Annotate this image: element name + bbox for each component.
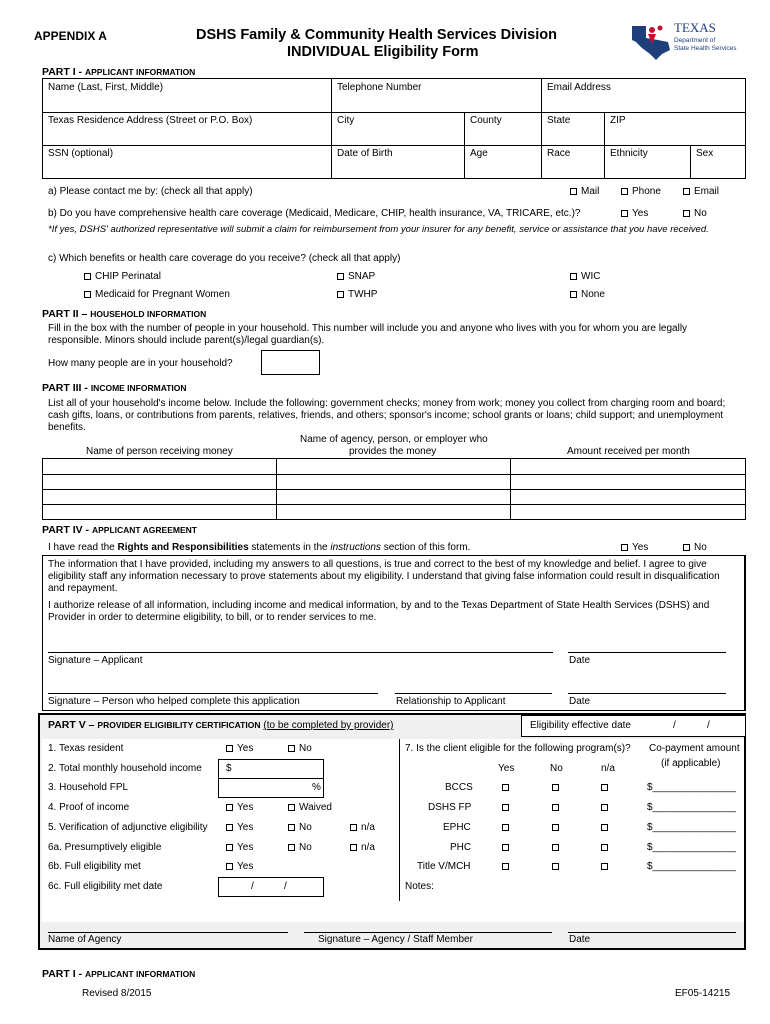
q5-na-checkbox[interactable]: n/a (350, 822, 375, 834)
dshsfp-copay-field[interactable]: $_______________ (647, 802, 736, 813)
contact-mail-checkbox[interactable]: Mail (570, 186, 599, 198)
agency-date-label: Date (569, 934, 591, 945)
q1-no-checkbox[interactable]: No (288, 743, 312, 755)
phc-yes-checkbox[interactable] (502, 842, 513, 854)
q7-na-header: n/a (601, 763, 615, 774)
q7-label: 7. Is the client eligible for the following program(s)? (405, 743, 631, 754)
benefit-medicaid-checkbox[interactable]: Medicaid for Pregnant Women (84, 289, 230, 301)
income-col-agency-line1: Name of agency, person, or employer who (300, 434, 488, 445)
county-field[interactable]: County (470, 115, 502, 126)
q6b-label: 6b. Full eligibility met (48, 861, 141, 872)
agency-signature-label: Signature – Agency / Staff Member (318, 934, 473, 945)
appendix-label: APPENDIX A (34, 29, 107, 43)
name-field[interactable]: Name (Last, First, Middle) (48, 82, 164, 93)
benefit-wic-checkbox[interactable]: WIC (570, 271, 600, 283)
logo-sub1: Department of (674, 37, 716, 44)
phc-na-checkbox[interactable] (601, 842, 612, 854)
full-eligibility-date-input[interactable] (218, 877, 324, 897)
ephc-no-checkbox[interactable] (552, 822, 563, 834)
q6a-yes-checkbox[interactable]: Yes (226, 842, 253, 854)
logo-word: TEXAS (674, 20, 716, 35)
part3-heading: PART III - INCOME INFORMATION (42, 382, 187, 394)
effective-date-sep1: / (673, 720, 676, 731)
program-titlev-label: Title V/MCH (417, 861, 471, 872)
applicant-date-label: Date (569, 655, 591, 666)
q1-yes-checkbox[interactable]: Yes (226, 743, 253, 755)
form-title: DSHS Family & Community Health Services Division (196, 27, 557, 43)
agency-signature-line[interactable] (304, 932, 552, 933)
part2-heading: PART II – HOUSEHOLD INFORMATION (42, 308, 207, 320)
coverage-no-checkbox[interactable]: No (683, 208, 707, 220)
titlev-yes-checkbox[interactable] (502, 861, 513, 873)
bccs-na-checkbox[interactable] (601, 782, 612, 794)
q6b-yes-checkbox[interactable]: Yes (226, 861, 253, 873)
helper-signature-line[interactable] (48, 693, 378, 694)
rights-no-checkbox[interactable]: No (683, 542, 707, 554)
city-field[interactable]: City (337, 115, 355, 126)
agency-name-label: Name of Agency (48, 934, 122, 945)
ephc-copay-field[interactable]: $_______________ (647, 822, 736, 833)
helper-date-label: Date (569, 696, 591, 707)
relationship-label: Relationship to Applicant (396, 696, 506, 707)
relationship-line[interactable] (395, 693, 552, 694)
bccs-no-checkbox[interactable] (552, 782, 563, 794)
insurance-note: *If yes, DSHS' authorized representative will submit a claim for reimbursement from your insurer for any benefit, service or assistance that you have received. (48, 224, 709, 235)
benefit-none-checkbox[interactable]: None (570, 289, 605, 301)
q1-label: 1. Texas resident (48, 743, 124, 754)
coverage-yes-checkbox[interactable]: Yes (621, 208, 648, 220)
household-question: How many people are in your household? (48, 358, 233, 369)
telephone-field[interactable]: Telephone Number (337, 82, 422, 93)
sex-field[interactable]: Sex (696, 148, 714, 159)
dshsfp-na-checkbox[interactable] (601, 802, 612, 814)
program-phc-label: PHC (450, 842, 472, 853)
authorization-paragraph: I authorize release of all information, including income and medical information, by and to the Texas Department of State Health Services (DSHS) and Provider in order to determine eligibility, to bill, or to render services to me. (48, 600, 710, 623)
income-col-amount: Amount received per month (567, 446, 690, 457)
coverage-question: b) Do you have comprehensive health care coverage (Medicaid, Medicare, CHIP, health insurance, VA, TRICARE, etc.)? (48, 208, 581, 219)
dshsfp-no-checkbox[interactable] (552, 802, 563, 814)
notes-label: Notes: (405, 881, 434, 892)
benefit-chip-perinatal-checkbox[interactable]: CHIP Perinatal (84, 271, 161, 283)
agency-date-line[interactable] (568, 932, 736, 933)
form-code: EF05-14215 (675, 988, 731, 999)
program-dshsfp-label: DSHS FP (428, 802, 472, 813)
race-field[interactable]: Race (547, 148, 571, 159)
benefit-snap-checkbox[interactable]: SNAP (337, 271, 375, 283)
part5-heading: PART V – PROVIDER ELIGIBILITY CERTIFICATION (to be completed by provider) (48, 719, 394, 731)
household-income-input[interactable] (218, 759, 324, 779)
form-subtitle: INDIVIDUAL Eligibility Form (287, 44, 479, 60)
q5-yes-checkbox[interactable]: Yes (226, 822, 253, 834)
dshsfp-yes-checkbox[interactable] (502, 802, 513, 814)
copay-header-line1: Co-payment amount (649, 743, 740, 754)
benefit-twhp-checkbox[interactable]: TWHP (337, 289, 377, 301)
household-instructions: Fill in the box with the number of people in your household. This number will include you and anyone who lives with you for whom you are legally responsible. Minors should include parent(s)/legal guardian(s). (48, 323, 688, 346)
ssn-field[interactable]: SSN (optional) (48, 148, 114, 159)
q5-no-checkbox[interactable]: No (288, 822, 312, 834)
income-instructions: List all of your household's income below. Include the following: government checks; money from work; money you collect from charging room and board; cash gifts, loans, or contributions from parents, relatives, friends, and others; sponsor's income; school grants or loans; child support; and unemployment benefits. (48, 398, 726, 433)
dob-field[interactable]: Date of Birth (337, 148, 393, 159)
program-ephc-label: EPHC (443, 822, 471, 833)
state-field[interactable]: State (547, 115, 571, 126)
q5-label: 5. Verification of adjunctive eligibility (48, 822, 208, 833)
part4-heading: PART IV - APPLICANT AGREEMENT (42, 524, 197, 536)
titlev-no-checkbox[interactable] (552, 861, 563, 873)
q6c-sep2: / (284, 881, 287, 892)
bccs-copay-field[interactable]: $_______________ (647, 782, 736, 793)
copay-header-line2: (if applicable) (661, 758, 721, 769)
q4-yes-checkbox[interactable]: Yes (226, 802, 253, 814)
helper-signature-label: Signature – Person who helped complete this application (48, 696, 300, 707)
rights-yes-checkbox[interactable]: Yes (621, 542, 648, 554)
bccs-yes-checkbox[interactable] (502, 782, 513, 794)
q6a-label: 6a. Presumptively eligible (48, 842, 162, 853)
q2-label: 2. Total monthly household income (48, 763, 202, 774)
rights-statement: I have read the Rights and Responsibilities statements in the instructions section of this form. (48, 542, 471, 553)
q7-no-header: No (550, 763, 563, 774)
household-fpl-input[interactable] (218, 778, 324, 798)
contact-phone-checkbox[interactable]: Phone (621, 186, 661, 198)
applicant-date-line[interactable] (568, 652, 726, 653)
household-count-input[interactable] (261, 350, 320, 375)
titlev-copay-field[interactable]: $_______________ (647, 861, 736, 872)
q3-percent: % (312, 782, 321, 793)
q4-waived-checkbox[interactable]: Waived (288, 802, 332, 814)
zip-field[interactable]: ZIP (610, 115, 626, 126)
q6c-sep1: / (251, 881, 254, 892)
logo-sub2: State Health Services (674, 45, 737, 52)
age-field[interactable]: Age (470, 148, 488, 159)
agency-name-line[interactable] (48, 932, 288, 933)
texas-map-icon (628, 20, 674, 62)
address-field[interactable]: Texas Residence Address (Street or P.O. Box) (48, 115, 253, 126)
ephc-yes-checkbox[interactable] (502, 822, 513, 834)
q4-label: 4. Proof of income (48, 802, 130, 813)
q6a-no-checkbox[interactable]: No (288, 842, 312, 854)
income-col-name: Name of person receiving money (86, 446, 233, 457)
benefits-question: c) Which benefits or health care coverage do you receive? (check all that apply) (48, 253, 401, 264)
income-col-agency-line2: provides the money (349, 446, 437, 457)
helper-date-line[interactable] (568, 693, 726, 694)
part1-heading: PART I - APPLICANT INFORMATION (42, 66, 196, 78)
ethnicity-field[interactable]: Ethnicity (610, 148, 648, 159)
phc-no-checkbox[interactable] (552, 842, 563, 854)
email-field[interactable]: Email Address (547, 82, 611, 93)
texas-dshs-logo (628, 20, 738, 64)
effective-date-sep2: / (707, 720, 710, 731)
contact-question: a) Please contact me by: (check all that apply) (48, 186, 253, 197)
q6a-na-checkbox[interactable]: n/a (350, 842, 375, 854)
applicant-signature-label: Signature – Applicant (48, 655, 143, 666)
agreement-paragraph: The information that I have provided, including my answers to all questions, is true and correct to the best of my knowledge and belief. I agree to give eligibility staff any information necessary to prove statements about my eligibility. I understand that giving false information could result in disqualification and repayment. (48, 559, 720, 594)
phc-copay-field[interactable]: $_______________ (647, 842, 736, 853)
contact-email-checkbox[interactable]: Email (683, 186, 719, 198)
q7-yes-header: Yes (498, 763, 515, 774)
effective-date-label: Eligibility effective date (530, 720, 631, 731)
revision-date: Revised 8/2015 (82, 988, 152, 999)
q2-dollar: $ (226, 763, 232, 774)
program-bccs-label: BCCS (445, 782, 473, 793)
footer-part-label: PART I - APPLICANT INFORMATION (42, 968, 196, 980)
q6c-label: 6c. Full eligibility met date (48, 881, 163, 892)
q3-label: 3. Household FPL (48, 782, 129, 793)
titlev-na-checkbox[interactable] (601, 861, 612, 873)
applicant-signature-line[interactable] (48, 652, 553, 653)
ephc-na-checkbox[interactable] (601, 822, 612, 834)
